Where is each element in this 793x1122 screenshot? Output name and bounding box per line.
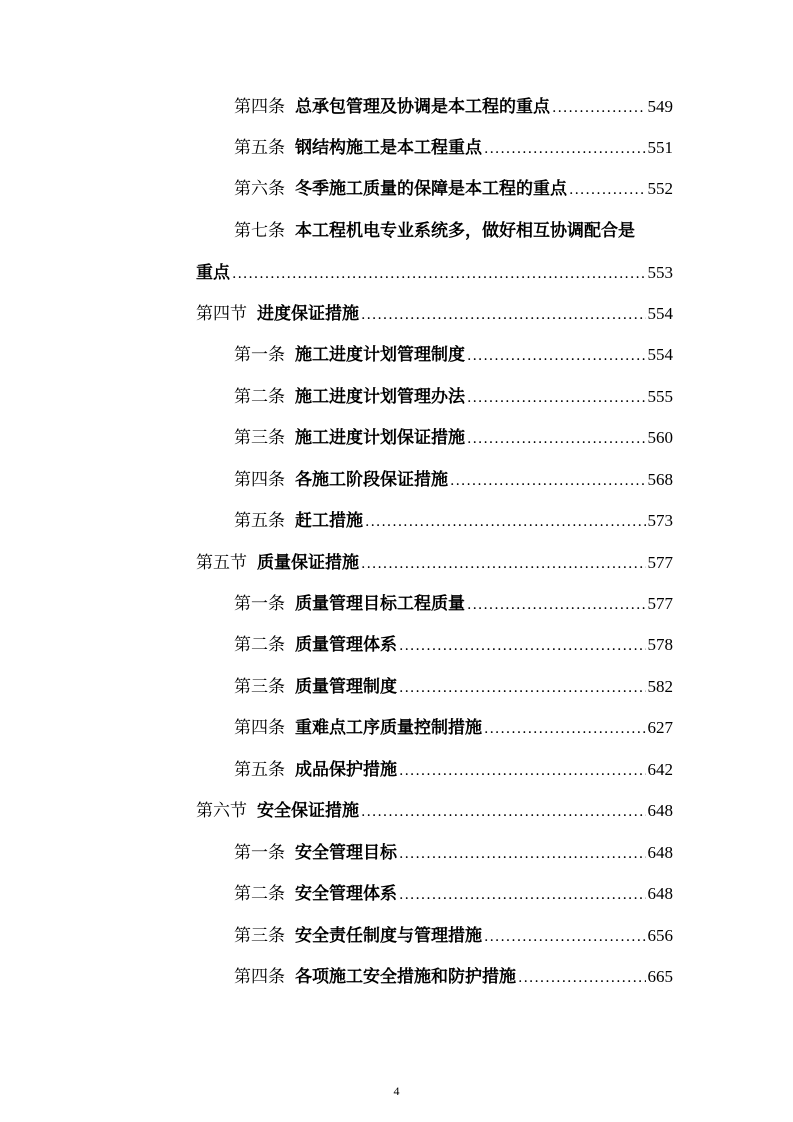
toc-section[interactable] xyxy=(196,794,673,828)
toc-entry-number: 第一条 xyxy=(234,594,285,614)
toc-entry-title: 成品保护措施 xyxy=(295,760,397,780)
dot-leader xyxy=(518,961,646,995)
toc-entry-number: 第四条 xyxy=(234,470,285,490)
dot-leader xyxy=(399,878,646,912)
toc-entry[interactable] xyxy=(234,172,673,206)
toc-entry-page: 553 xyxy=(647,263,673,282)
dot-leader xyxy=(467,422,646,456)
toc-section-title: 进度保证措施 xyxy=(257,304,359,324)
toc-entry[interactable] xyxy=(234,338,673,372)
toc-entry-title: 钢结构施工是本工程重点 xyxy=(295,138,482,158)
toc-entry-page: 578 xyxy=(647,635,673,654)
toc-entry-page: 648 xyxy=(647,884,673,903)
toc-entry-page: 573 xyxy=(647,511,673,530)
toc-entry[interactable] xyxy=(234,711,673,745)
toc-entry[interactable] xyxy=(234,670,673,704)
dot-leader xyxy=(467,588,646,622)
toc-entry-page: 577 xyxy=(647,594,673,613)
toc-entry[interactable] xyxy=(234,836,673,870)
toc-entry-title: 施工进度计划保证措施 xyxy=(295,428,465,448)
toc-entry-title: 各施工阶段保证措施 xyxy=(295,470,448,490)
toc-entry-title: 总承包管理及协调是本工程的重点 xyxy=(295,97,550,117)
toc-entry-page: 627 xyxy=(647,718,673,737)
dot-leader xyxy=(467,339,646,373)
dot-leader xyxy=(361,298,646,332)
toc-section-page: 554 xyxy=(647,304,673,323)
toc-entry-number: 第三条 xyxy=(234,428,285,448)
toc-entry[interactable] xyxy=(234,919,673,953)
toc-entry-title: 各项施工安全措施和防护措施 xyxy=(295,967,516,987)
toc-entry-title: 安全管理目标 xyxy=(295,843,397,863)
toc-entry-title: 安全管理体系 xyxy=(295,884,397,904)
toc-entry-number: 第七条 xyxy=(234,221,285,241)
dot-leader xyxy=(361,547,646,581)
toc-entry[interactable] xyxy=(234,877,673,911)
toc-entry-title: 赶工措施 xyxy=(295,511,363,531)
toc-entry-title: 施工进度计划管理制度 xyxy=(295,345,465,365)
toc-section[interactable] xyxy=(196,546,673,580)
toc-entry-page: 582 xyxy=(647,677,673,696)
toc-entry-title: 质量管理制度 xyxy=(295,677,397,697)
toc-entry[interactable] xyxy=(234,214,673,248)
toc-entry[interactable] xyxy=(234,753,673,787)
toc-entry-page: 554 xyxy=(647,345,673,364)
toc-section-number: 第五节 xyxy=(196,553,247,573)
toc-entry-page: 549 xyxy=(647,97,673,116)
toc-entry-number: 第二条 xyxy=(234,884,285,904)
dot-leader xyxy=(399,629,646,663)
toc-entry-title: 冬季施工质量的保障是本工程的重点 xyxy=(295,179,567,199)
toc-entry-number: 第四条 xyxy=(234,967,285,987)
dot-leader xyxy=(467,381,646,415)
toc-section[interactable] xyxy=(196,297,673,331)
toc-entry[interactable] xyxy=(234,587,673,621)
dot-leader xyxy=(484,132,646,166)
toc-entry-title-continuation: 重点 xyxy=(196,263,230,283)
toc-entry[interactable] xyxy=(234,380,673,414)
toc-entry-title: 本工程机电专业系统多，做好相互协调配合是 xyxy=(295,221,635,241)
toc-entry-page: 665 xyxy=(647,967,673,986)
toc-entry[interactable] xyxy=(234,421,673,455)
toc-entry-number: 第一条 xyxy=(234,345,285,365)
dot-leader xyxy=(484,712,646,746)
toc-entry-number: 第五条 xyxy=(234,138,285,158)
toc-section-title: 安全保证措施 xyxy=(257,801,359,821)
dot-leader xyxy=(399,754,646,788)
toc-entry-page: 555 xyxy=(647,387,673,406)
toc-entry[interactable] xyxy=(234,463,673,497)
toc-entry-page: 560 xyxy=(647,428,673,447)
toc-entry-number: 第二条 xyxy=(234,387,285,407)
toc-entry[interactable] xyxy=(234,504,673,538)
toc-section-title: 质量保证措施 xyxy=(257,553,359,573)
dot-leader xyxy=(399,837,646,871)
toc-entry-number: 第五条 xyxy=(234,760,285,780)
toc-entry-title: 质量管理目标工程质量 xyxy=(295,594,465,614)
toc-entry-number: 第三条 xyxy=(234,677,285,697)
toc-entry-title: 重难点工序质量控制措施 xyxy=(295,718,482,738)
dot-leader xyxy=(361,795,646,829)
dot-leader xyxy=(552,91,646,125)
toc-entry-page: 552 xyxy=(647,179,673,198)
dot-leader xyxy=(484,920,646,954)
dot-leader xyxy=(399,671,646,705)
toc-entry-page: 551 xyxy=(647,138,673,157)
toc-entry[interactable] xyxy=(234,131,673,165)
toc-entry-number: 第三条 xyxy=(234,926,285,946)
toc-entry-page: 656 xyxy=(647,926,673,945)
toc-entry-number: 第一条 xyxy=(234,843,285,863)
toc-entry[interactable] xyxy=(234,628,673,662)
toc-entry-page: 642 xyxy=(647,760,673,779)
toc-entry-page: 568 xyxy=(647,470,673,489)
toc-section-page: 648 xyxy=(647,801,673,820)
toc-entry-title: 质量管理体系 xyxy=(295,635,397,655)
page-number: 4 xyxy=(393,1084,400,1098)
toc-entry-title: 施工进度计划管理办法 xyxy=(295,387,465,407)
toc-section-number: 第六节 xyxy=(196,801,247,821)
toc-section-page: 577 xyxy=(647,553,673,572)
dot-leader xyxy=(365,505,646,539)
toc-entry-page: 648 xyxy=(647,843,673,862)
toc-section-number: 第四节 xyxy=(196,304,247,324)
dot-leader xyxy=(232,257,646,291)
toc-entry-number: 第五条 xyxy=(234,511,285,531)
toc-entry-number: 第六条 xyxy=(234,179,285,199)
toc-entry[interactable] xyxy=(234,960,673,994)
toc-entry-number: 第二条 xyxy=(234,635,285,655)
toc-entry-continuation[interactable] xyxy=(196,256,673,290)
dot-leader xyxy=(569,173,646,207)
toc-entry-title: 安全责任制度与管理措施 xyxy=(295,926,482,946)
dot-leader xyxy=(450,464,646,498)
toc-entry-number: 第四条 xyxy=(234,718,285,738)
toc-entry[interactable] xyxy=(234,90,673,124)
toc-entry-number: 第四条 xyxy=(234,97,285,117)
